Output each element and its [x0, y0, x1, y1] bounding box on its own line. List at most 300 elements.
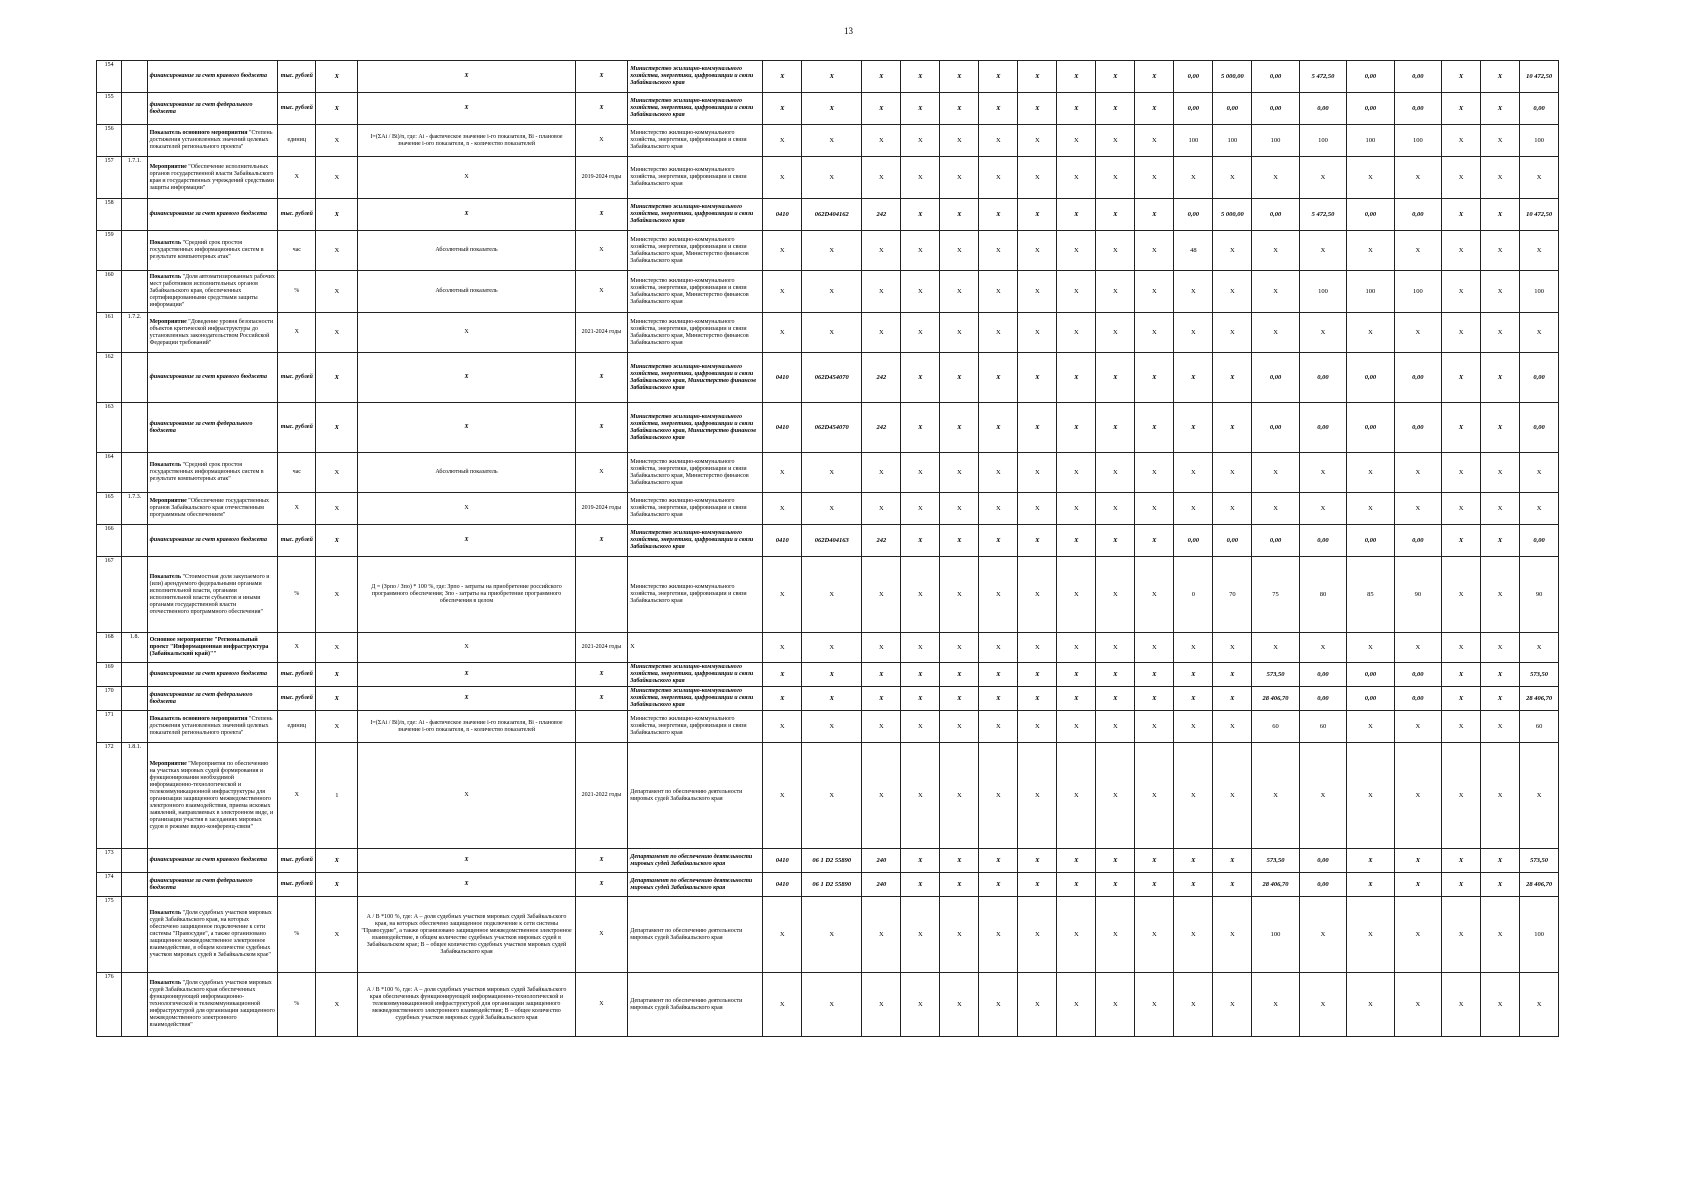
value-cell: X	[1394, 453, 1441, 493]
value-cell: X	[1442, 711, 1481, 743]
value-cell: X	[1481, 873, 1520, 897]
value-cell: X	[802, 633, 862, 663]
value-cell: X	[1394, 633, 1441, 663]
value-cell: 0,00	[1174, 93, 1213, 125]
value-cell: X	[862, 157, 901, 199]
value-cell: X	[940, 125, 979, 157]
value-cell: X	[1057, 711, 1096, 743]
row-code	[122, 557, 147, 633]
value-cell: X	[1018, 403, 1057, 453]
value-cell: X	[862, 633, 901, 663]
row-code	[122, 973, 147, 1037]
value-cell: 0,00	[1174, 525, 1213, 557]
row-name-text: финансирование за счет краевого бюджета	[149, 537, 267, 543]
value-cell: X	[1018, 271, 1057, 313]
value-cell: X	[940, 525, 979, 557]
table-row	[97, 157, 1612, 199]
formula-cell: X	[358, 93, 575, 125]
formula-cell: X	[358, 403, 575, 453]
formula-cell: Абсолютный показатель	[358, 453, 575, 493]
value-cell: X	[1096, 849, 1135, 873]
row-name-lead: Показатель	[149, 274, 183, 280]
value-cell: 0,00	[1347, 403, 1394, 453]
value-cell: X	[763, 557, 802, 633]
value-cell: X	[763, 157, 802, 199]
row-code	[122, 93, 147, 125]
row-number: 168	[97, 633, 122, 663]
unit-cell: тыс. рублей	[278, 687, 316, 711]
value-cell: X	[1213, 353, 1252, 403]
value-cell: X	[1213, 313, 1252, 353]
row-number: 156	[97, 125, 122, 157]
value-cell: X	[1481, 199, 1520, 231]
value-cell: X	[1442, 873, 1481, 897]
row-name-text: "Региональный проект "Информационная инфраструктура (Забайкальский край)""	[149, 637, 269, 657]
value-cell: X	[1057, 525, 1096, 557]
value-cell: X	[1394, 157, 1441, 199]
value-cell: X	[1213, 897, 1252, 973]
value-cell: X	[1442, 663, 1481, 687]
value-cell: 5 000,00	[1213, 61, 1252, 93]
value-cell: X	[1096, 125, 1135, 157]
value-cell: X	[1018, 231, 1057, 271]
value-cell: X	[1096, 403, 1135, 453]
value-cell: X	[862, 61, 901, 93]
value-cell: X	[1018, 663, 1057, 687]
row-name-text: финансирование за счет краевого бюджета	[149, 671, 267, 677]
value-cell: X	[1096, 493, 1135, 525]
value-cell: X	[1347, 973, 1394, 1037]
weight-cell: X	[316, 493, 358, 525]
value-cell: X	[940, 557, 979, 633]
value-cell: X	[979, 453, 1018, 493]
value-cell: X	[802, 453, 862, 493]
table-row	[97, 313, 1612, 353]
value-cell: 573,50	[1252, 663, 1299, 687]
row-name	[147, 353, 278, 403]
value-cell: X	[901, 849, 940, 873]
row-number: 176	[97, 973, 122, 1037]
value-cell: X	[1213, 231, 1252, 271]
row-code	[122, 711, 147, 743]
period-cell: 2021-2024 годы	[575, 633, 628, 663]
row-name-text: "Доведение уровня безопасности объектов критической инфраструктуры до установленных законодательством Российской Федерации требований"	[149, 318, 274, 346]
value-cell: X	[1135, 231, 1174, 271]
value-cell: X	[1018, 313, 1057, 353]
row-name	[147, 663, 278, 687]
unit-cell: %	[278, 897, 316, 973]
value-cell: X	[862, 125, 901, 157]
value-cell: X	[802, 743, 862, 849]
value-cell: X	[979, 973, 1018, 1037]
weight-cell: X	[316, 711, 358, 743]
table-row	[97, 231, 1612, 271]
row-name	[147, 199, 278, 231]
weight-cell: X	[316, 157, 358, 199]
value-cell: 06 1 D2 55890	[802, 849, 862, 873]
value-cell: X	[1394, 493, 1441, 525]
period-cell: X	[575, 353, 628, 403]
table-row	[97, 93, 1612, 125]
row-name	[147, 157, 278, 199]
value-cell: X	[1442, 633, 1481, 663]
value-cell: X	[1520, 973, 1559, 1037]
formula-cell: X	[358, 873, 575, 897]
row-name	[147, 633, 278, 663]
value-cell: X	[1135, 453, 1174, 493]
responsible-cell: Министерство жилищно-коммунального хозяйства, энергетики, цифровизации и связи Забайкальского края	[628, 663, 763, 687]
table-row	[97, 849, 1612, 873]
value-cell: X	[940, 973, 979, 1037]
value-cell: X	[1394, 973, 1441, 1037]
value-cell: X	[1018, 199, 1057, 231]
value-cell: 100	[1213, 125, 1252, 157]
weight-cell: X	[316, 557, 358, 633]
period-cell: X	[575, 271, 628, 313]
value-cell: X	[1018, 61, 1057, 93]
unit-cell: тыс. рублей	[278, 61, 316, 93]
row-code	[122, 61, 147, 93]
row-code	[122, 199, 147, 231]
value-cell: X	[1442, 93, 1481, 125]
value-cell: X	[1347, 231, 1394, 271]
responsible-cell: X	[628, 633, 763, 663]
responsible-cell: Министерство жилищно-коммунального хозяйства, энергетики, цифровизации и связи Забайкальского края	[628, 125, 763, 157]
value-cell: X	[1394, 873, 1441, 897]
value-cell: 0,00	[1252, 353, 1299, 403]
value-cell: X	[1481, 525, 1520, 557]
value-cell: X	[1174, 663, 1213, 687]
row-code: 1.7.1.	[122, 157, 147, 199]
row-number: 163	[97, 403, 122, 453]
value-cell: X	[1520, 453, 1559, 493]
value-cell: X	[1018, 711, 1057, 743]
value-cell: X	[802, 557, 862, 633]
responsible-cell: Министерство жилищно-коммунального хозяйства, энергетики, цифровизации и связи Забайкальского края	[628, 93, 763, 125]
value-cell: 0,00	[1520, 525, 1559, 557]
value-cell: X	[1096, 353, 1135, 403]
value-cell: 0,00	[1394, 353, 1441, 403]
value-cell: X	[802, 493, 862, 525]
formula-cell: X	[358, 353, 575, 403]
value-cell: X	[763, 897, 802, 973]
row-code	[122, 125, 147, 157]
value-cell: X	[1096, 743, 1135, 849]
row-number: 155	[97, 93, 122, 125]
value-cell: X	[1174, 403, 1213, 453]
row-number: 173	[97, 849, 122, 873]
row-name-lead: Показатель основного мероприятия	[149, 130, 250, 136]
row-name	[147, 873, 278, 897]
value-cell: X	[1096, 663, 1135, 687]
value-cell: X	[1347, 873, 1394, 897]
row-name-text: "Средний срок простоя государственных информационных систем в результате компьютерных атак"	[149, 240, 264, 260]
value-cell: X	[763, 93, 802, 125]
row-name-lead: Показатель	[149, 980, 183, 986]
value-cell: X	[1174, 271, 1213, 313]
value-cell: X	[1213, 873, 1252, 897]
value-cell: X	[1057, 897, 1096, 973]
value-cell: X	[1096, 313, 1135, 353]
value-cell: 0410	[763, 873, 802, 897]
table-row	[97, 125, 1612, 157]
value-cell: X	[1213, 493, 1252, 525]
value-cell: 0410	[763, 525, 802, 557]
value-cell: X	[1096, 897, 1135, 973]
row-name	[147, 125, 278, 157]
responsible-cell: Министерство жилищно-коммунального хозяйства, энергетики, цифровизации и связи Забайкальского края, Министерство финансов Забайкальского края	[628, 353, 763, 403]
value-cell: 0,00	[1347, 663, 1394, 687]
value-cell: X	[1252, 743, 1299, 849]
value-cell: X	[862, 711, 901, 743]
value-cell: X	[802, 61, 862, 93]
value-cell: X	[1347, 897, 1394, 973]
value-cell: 100	[1174, 125, 1213, 157]
value-cell: X	[1057, 557, 1096, 633]
value-cell: X	[1135, 687, 1174, 711]
value-cell: X	[1057, 231, 1096, 271]
value-cell: X	[901, 453, 940, 493]
value-cell: X	[1213, 403, 1252, 453]
formula-cell: X	[358, 633, 575, 663]
row-name	[147, 743, 278, 849]
row-number: 158	[97, 199, 122, 231]
row-name-text: финансирование за счет краевого бюджета	[149, 211, 267, 217]
value-cell: X	[1252, 633, 1299, 663]
value-cell: X	[862, 493, 901, 525]
row-name-text: "Средний срок простоя государственных информационных систем в результате компьютерных атак"	[149, 462, 264, 482]
value-cell: X	[763, 663, 802, 687]
value-cell: X	[979, 873, 1018, 897]
value-cell: X	[1442, 525, 1481, 557]
value-cell: X	[1213, 711, 1252, 743]
weight-cell: X	[316, 353, 358, 403]
value-cell: X	[979, 493, 1018, 525]
value-cell: X	[1481, 353, 1520, 403]
value-cell: X	[1018, 873, 1057, 897]
value-cell: X	[1018, 93, 1057, 125]
unit-cell: тыс. рублей	[278, 353, 316, 403]
table-row	[97, 525, 1612, 557]
table-row	[97, 687, 1612, 711]
value-cell: X	[802, 157, 862, 199]
value-cell: X	[1394, 231, 1441, 271]
value-cell: 0	[1174, 557, 1213, 633]
value-cell: X	[1135, 61, 1174, 93]
value-cell: X	[862, 453, 901, 493]
table-row	[97, 453, 1612, 493]
value-cell: X	[1174, 711, 1213, 743]
value-cell: X	[1018, 743, 1057, 849]
row-code	[122, 271, 147, 313]
value-cell: X	[763, 973, 802, 1037]
value-cell: 0,00	[1252, 525, 1299, 557]
value-cell: X	[1174, 743, 1213, 849]
value-cell: 70	[1213, 557, 1252, 633]
value-cell: X	[979, 633, 1018, 663]
value-cell: 240	[862, 849, 901, 873]
responsible-cell: Министерство жилищно-коммунального хозяйства, энергетики, цифровизации и связи Забайкальского края	[628, 687, 763, 711]
value-cell: X	[763, 493, 802, 525]
value-cell: 0,00	[1299, 873, 1346, 897]
unit-cell: X	[278, 493, 316, 525]
value-cell: X	[1442, 199, 1481, 231]
value-cell: 0,00	[1394, 199, 1441, 231]
period-cell: X	[575, 61, 628, 93]
value-cell: 242	[862, 199, 901, 231]
value-cell: X	[979, 271, 1018, 313]
value-cell: X	[1299, 973, 1346, 1037]
value-cell: X	[1057, 633, 1096, 663]
value-cell: X	[763, 271, 802, 313]
value-cell: X	[979, 525, 1018, 557]
value-cell: X	[979, 231, 1018, 271]
value-cell: X	[1481, 403, 1520, 453]
value-cell: X	[1096, 873, 1135, 897]
row-code	[122, 897, 147, 973]
table-row	[97, 633, 1612, 663]
responsible-cell: Министерство жилищно-коммунального хозяйства, энергетики, цифровизации и связи Забайкальского края, Министерство финансов Забайкальского края	[628, 453, 763, 493]
period-cell: X	[575, 125, 628, 157]
unit-cell: X	[278, 313, 316, 353]
value-cell: X	[979, 157, 1018, 199]
value-cell: 062D404162	[802, 199, 862, 231]
value-cell: X	[901, 313, 940, 353]
unit-cell: тыс. рублей	[278, 199, 316, 231]
value-cell: X	[1481, 849, 1520, 873]
row-code: 1.7.2.	[122, 313, 147, 353]
value-cell: X	[1481, 897, 1520, 973]
value-cell: X	[901, 125, 940, 157]
value-cell: X	[1347, 849, 1394, 873]
value-cell: X	[1347, 711, 1394, 743]
value-cell: 0,00	[1520, 93, 1559, 125]
value-cell: 573,50	[1520, 849, 1559, 873]
value-cell: X	[901, 199, 940, 231]
unit-cell: тыс. рублей	[278, 873, 316, 897]
responsible-cell: Департамент по обеспечению деятельности мировых судей Забайкальского края	[628, 743, 763, 849]
value-cell: 0410	[763, 353, 802, 403]
unit-cell: тыс. рублей	[278, 525, 316, 557]
value-cell: 242	[862, 353, 901, 403]
value-cell: X	[1174, 897, 1213, 973]
value-cell: 100	[1252, 897, 1299, 973]
value-cell: X	[1481, 633, 1520, 663]
row-name	[147, 61, 278, 93]
value-cell: X	[979, 557, 1018, 633]
unit-cell: тыс. рублей	[278, 663, 316, 687]
value-cell: X	[1174, 873, 1213, 897]
value-cell: X	[1135, 973, 1174, 1037]
row-name	[147, 687, 278, 711]
value-cell: X	[1213, 157, 1252, 199]
value-cell: X	[1442, 313, 1481, 353]
value-cell: 100	[1520, 125, 1559, 157]
value-cell: 100	[1299, 271, 1346, 313]
value-cell: X	[862, 93, 901, 125]
row-code	[122, 687, 147, 711]
value-cell: X	[1442, 453, 1481, 493]
row-number: 154	[97, 61, 122, 93]
period-cell: X	[575, 849, 628, 873]
value-cell: X	[1135, 711, 1174, 743]
unit-cell: час	[278, 453, 316, 493]
value-cell: X	[1057, 93, 1096, 125]
value-cell: 0,00	[1394, 687, 1441, 711]
value-cell: X	[1174, 313, 1213, 353]
row-name-text: "Степень достижения установленных значений целевых показателей регионального проекта"	[149, 130, 273, 150]
value-cell: X	[940, 663, 979, 687]
row-name	[147, 849, 278, 873]
value-cell: 5 472,50	[1299, 199, 1346, 231]
value-cell: X	[940, 493, 979, 525]
value-cell: X	[1347, 743, 1394, 849]
value-cell: X	[1213, 453, 1252, 493]
value-cell: X	[862, 687, 901, 711]
formula-cell: X	[358, 743, 575, 849]
value-cell: X	[1299, 897, 1346, 973]
unit-cell: единиц	[278, 711, 316, 743]
unit-cell: %	[278, 271, 316, 313]
value-cell: X	[1096, 453, 1135, 493]
row-name-lead: Показатель	[149, 462, 183, 468]
value-cell: X	[862, 231, 901, 271]
value-cell: X	[979, 687, 1018, 711]
value-cell: X	[1174, 157, 1213, 199]
responsible-cell: Министерство жилищно-коммунального хозяйства, энергетики, цифровизации и связи Забайкальского края, Министерство финансов Забайкальского края	[628, 271, 763, 313]
responsible-cell: Департамент по обеспечению деятельности мировых судей Забайкальского края	[628, 897, 763, 973]
value-cell: X	[940, 353, 979, 403]
value-cell: 28 406,70	[1252, 873, 1299, 897]
value-cell: X	[802, 663, 862, 687]
weight-cell: X	[316, 973, 358, 1037]
value-cell: X	[1057, 353, 1096, 403]
row-number: 160	[97, 271, 122, 313]
value-cell: X	[763, 743, 802, 849]
value-cell: X	[1057, 743, 1096, 849]
table-row	[97, 873, 1612, 897]
value-cell: X	[763, 453, 802, 493]
row-name-text: "Доля судебных участков мировых судей Забайкальского края обеспеченных функционирующей информационно-технологической и телекоммуникационной инфраструктурой для организации защищенного межведомственного электронного взаимодействия"	[149, 980, 275, 1028]
value-cell: 06 1 D2 55890	[802, 873, 862, 897]
value-cell: X	[1252, 493, 1299, 525]
value-cell: X	[1174, 687, 1213, 711]
row-name	[147, 711, 278, 743]
value-cell: X	[1018, 633, 1057, 663]
value-cell: 0,00	[1252, 61, 1299, 93]
value-cell: X	[1174, 849, 1213, 873]
row-number: 165	[97, 493, 122, 525]
value-cell: 100	[1347, 125, 1394, 157]
weight-cell: X	[316, 199, 358, 231]
value-cell: X	[1174, 493, 1213, 525]
value-cell: X	[1135, 557, 1174, 633]
value-cell: X	[940, 687, 979, 711]
value-cell: 0,00	[1299, 663, 1346, 687]
value-cell: X	[1442, 687, 1481, 711]
value-cell: X	[940, 849, 979, 873]
value-cell: X	[901, 711, 940, 743]
value-cell: X	[763, 313, 802, 353]
value-cell: X	[1213, 849, 1252, 873]
weight-cell: X	[316, 403, 358, 453]
value-cell: X	[1096, 61, 1135, 93]
row-name-text: финансирование за счет краевого бюджета	[149, 857, 267, 863]
row-name	[147, 493, 278, 525]
value-cell: 0,00	[1174, 199, 1213, 231]
row-code	[122, 873, 147, 897]
value-cell: X	[1135, 271, 1174, 313]
